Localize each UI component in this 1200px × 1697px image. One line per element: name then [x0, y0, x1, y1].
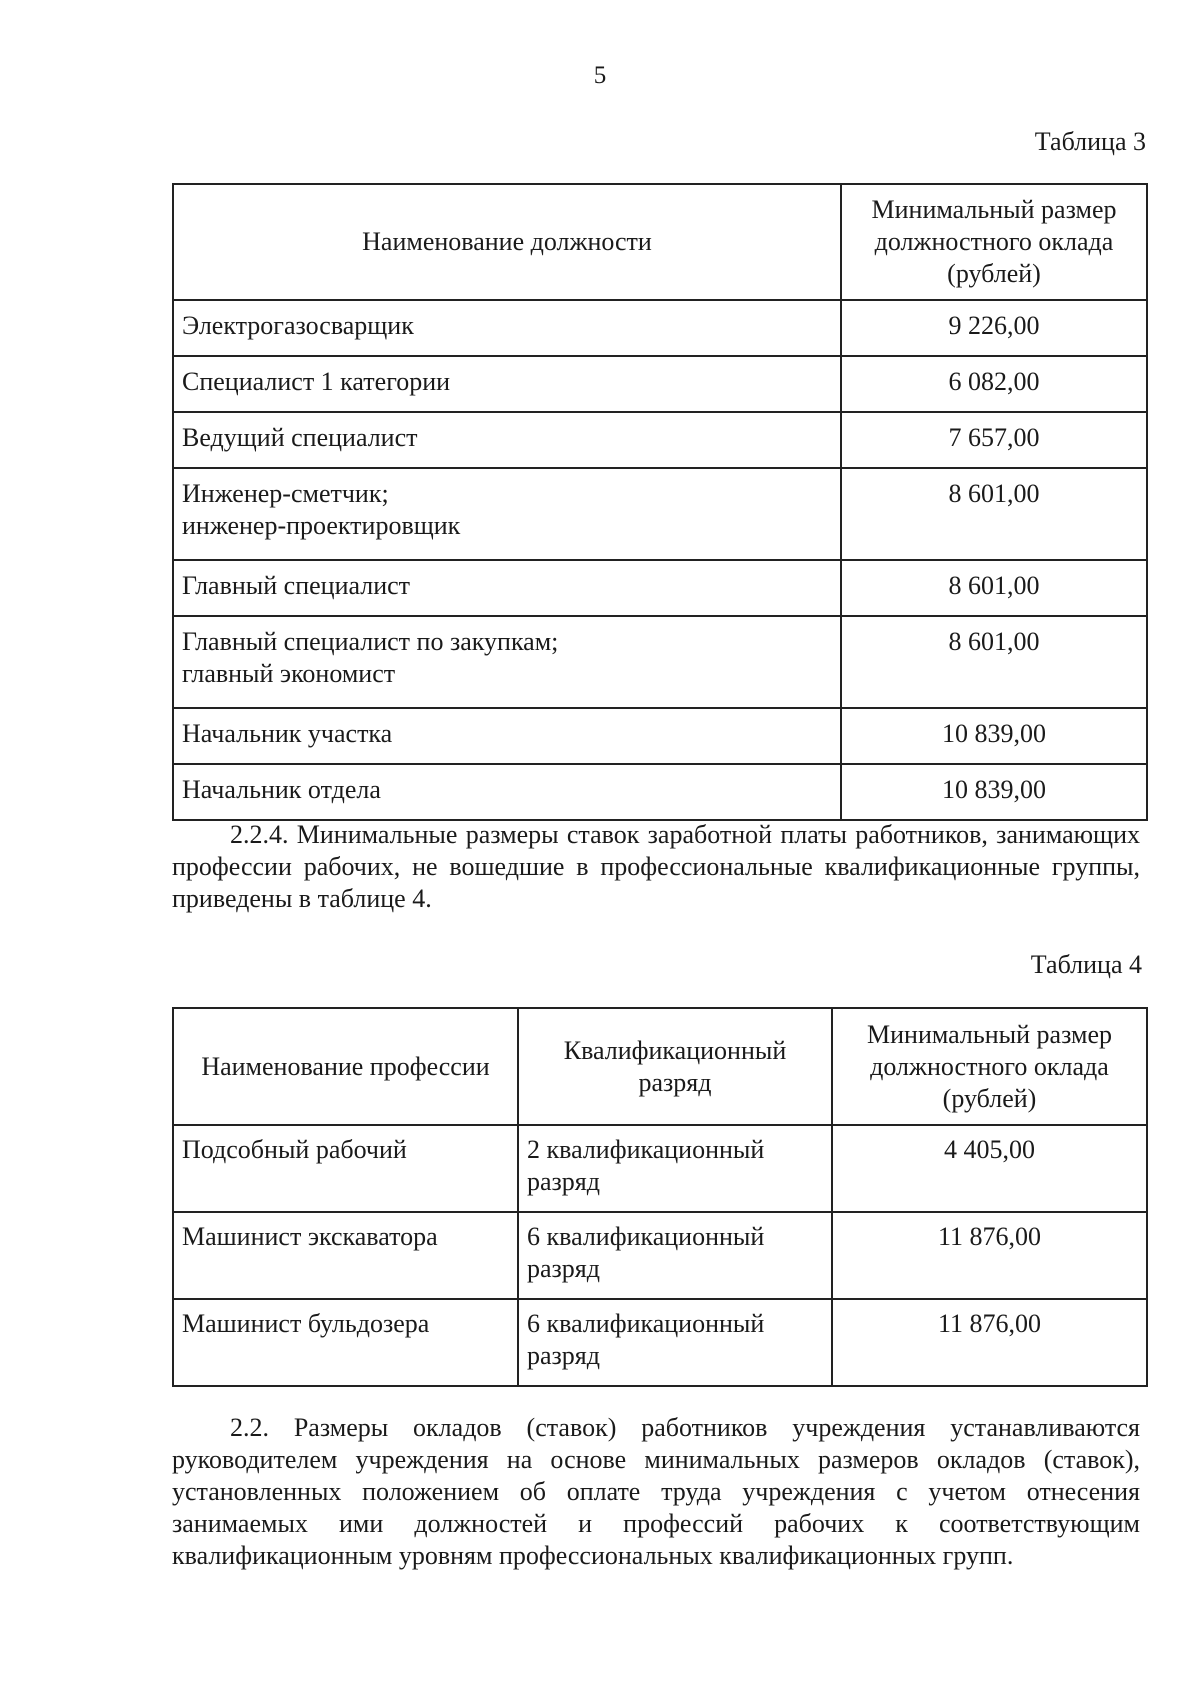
table3-header-row	[173, 184, 1147, 300]
table4-header-profession: Наименование профессии	[173, 1008, 518, 1125]
table-row	[173, 616, 1147, 708]
table-row	[173, 764, 1147, 820]
table4	[172, 1007, 1148, 1387]
table4-salary-cell: 11 876,00	[832, 1212, 1147, 1299]
table4-caption: Таблица 4	[1030, 950, 1142, 979]
table3-position-cell: Электрогазосварщик	[173, 300, 841, 356]
table-row	[173, 560, 1147, 616]
table3-header-salary: Минимальный размер должностного оклада (рублей)	[841, 184, 1147, 300]
table3-salary-cell: 8 601,00	[841, 616, 1147, 708]
table-row	[173, 468, 1147, 560]
table-row	[173, 412, 1147, 468]
table3-position-cell: Главный специалист	[173, 560, 841, 616]
table4-profession-cell: Машинист экскаватора	[173, 1212, 518, 1299]
paragraph-2-2-4: 2.2.4. Минимальные размеры ставок заработной платы работников, занимающих профессии рабочих, не вошедшие в профессиональные квалификационные группы, приведены в таблице 4.	[172, 820, 1140, 913]
table4-salary-cell: 11 876,00	[832, 1299, 1147, 1386]
table-row	[173, 356, 1147, 412]
table3-salary-cell: 10 839,00	[841, 708, 1147, 764]
table3-position-cell: Специалист 1 категории	[173, 356, 841, 412]
table3-position-cell: Главный специалист по закупкам; главный экономист	[173, 616, 841, 708]
table3-position-cell: Начальник участка	[173, 708, 841, 764]
table3	[172, 183, 1148, 821]
page-number: 5	[593, 62, 607, 89]
table3-salary-cell: 7 657,00	[841, 412, 1147, 468]
table-row	[173, 300, 1147, 356]
table3-position-cell: Ведущий специалист	[173, 412, 841, 468]
table4-header-salary: Минимальный размер должностного оклада (рублей)	[832, 1008, 1147, 1125]
table4-profession-cell: Машинист бульдозера	[173, 1299, 518, 1386]
table3-caption: Таблица 3	[1034, 127, 1146, 156]
table4-header-row	[173, 1008, 1147, 1125]
table3-salary-cell: 8 601,00	[841, 560, 1147, 616]
table4-grade-cell: 6 квалификационный разряд	[518, 1212, 832, 1299]
table3-position-cell: Начальник отдела	[173, 764, 841, 820]
table4-profession-cell: Подсобный рабочий	[173, 1125, 518, 1212]
table-row	[173, 1299, 1147, 1386]
table3-position-cell: Инженер-сметчик; инженер-проектировщик	[173, 468, 841, 560]
table4-grade-cell: 2 квалификационный разряд	[518, 1125, 832, 1212]
table3-salary-cell: 9 226,00	[841, 300, 1147, 356]
table3-salary-cell: 10 839,00	[841, 764, 1147, 820]
table-row	[173, 708, 1147, 764]
table3-salary-cell: 8 601,00	[841, 468, 1147, 560]
table-row	[173, 1125, 1147, 1212]
table4-header-grade: Квалификационный разряд	[518, 1008, 832, 1125]
table4-salary-cell: 4 405,00	[832, 1125, 1147, 1212]
table3-header-position: Наименование должности	[173, 184, 841, 300]
table-row	[173, 1212, 1147, 1299]
table3-salary-cell: 6 082,00	[841, 356, 1147, 412]
table4-grade-cell: 6 квалификационный разряд	[518, 1299, 832, 1386]
paragraph-2-2: 2.2. Размеры окладов (ставок) работников учреждения устанавливаются руководителем учреждения на основе минимальных размеров окладов (ставок), установленных положением об оплате труда учреждения с учетом отнесения занимаемых ими должностей и профессий рабочих к соответствующим квалификационным уровням профессиональных квалификационных групп.	[172, 1413, 1140, 1570]
